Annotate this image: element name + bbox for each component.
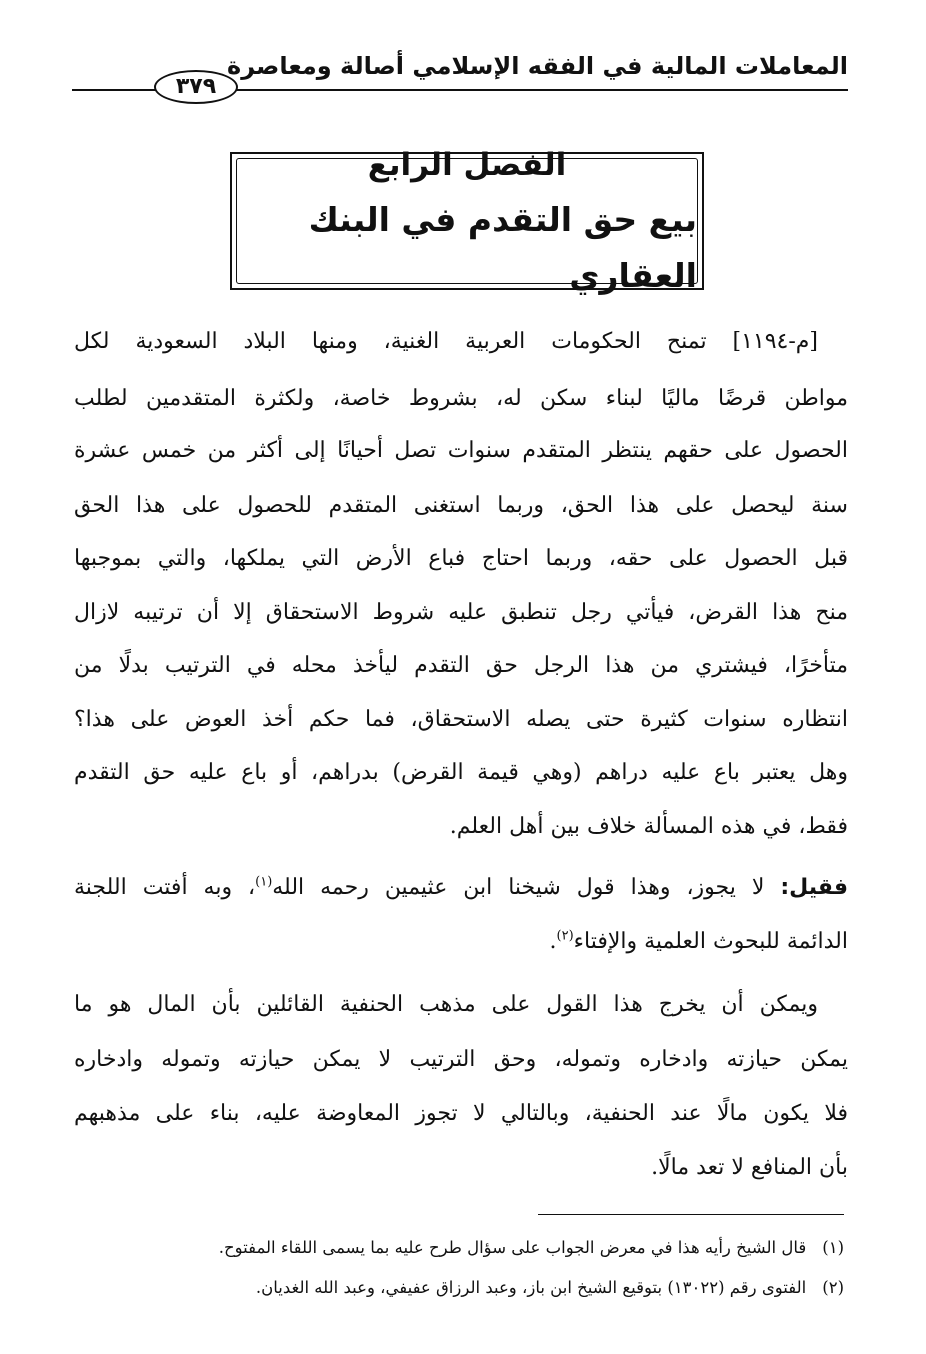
running-header	[72, 44, 848, 104]
paragraph-line: قبل الحصول على حقه، وربما احتاج فباع الأرض التي يملكها، والتي بموجبها	[74, 546, 848, 571]
chapter-title-frame	[230, 147, 704, 295]
opinion-text-line2: الدائمة للبحوث العلمية والإفتاء	[573, 929, 848, 954]
chapter-number: الفصل الرابع	[367, 147, 567, 183]
chapter-title: بيع حق التقدم في البنك العقاري	[308, 200, 697, 295]
paragraph-line: سنة ليحصل على هذا الحق، وربما استغنى المتقدم للحصول على هذا الحق	[74, 493, 848, 518]
opinion-line	[74, 868, 848, 908]
paragraph-line: منح هذا القرض، فيأتي رجل تنطبق عليه شروط الاستحقاق إلا أن ترتيبه لازال	[74, 600, 848, 625]
paragraph-line: وهل يعتبر باع عليه دراهم (وهي قيمة القرض) بدراهم، أو باع عليه حق التقدم	[74, 760, 848, 785]
paragraph-line: مواطن قرضًا ماليًا لبناء سكن له، بشروط خاصة، ولكثرة المتقدمين لطلب	[74, 386, 848, 411]
footnote-text: قال الشيخ رأيه هذا في معرض الجواب على سؤال طرح عليه بما يسمى اللقاء المفتوح.	[218, 1238, 807, 1257]
opinion-text: لا يجوز، وهذا قول شيخنا ابن عثيمين رحمه الله	[272, 875, 781, 900]
opinion-line	[74, 922, 848, 962]
chapter-title-inner-frame	[236, 147, 698, 295]
footnote-number: (٢)	[822, 1278, 844, 1297]
closing-line: بأن المنافع لا تعد مالًا.	[651, 1155, 848, 1180]
opinion-text-end: ، وبه أفتت اللجنة	[74, 875, 256, 900]
page-number: ٣٧٩	[154, 70, 238, 104]
opinion-lead-word: فقيل:	[780, 875, 848, 900]
book-title: المعاملات المالية في الفقه الإسلامي أصالة ومعاصرة	[227, 52, 848, 80]
footnote-ref: (١)	[255, 874, 273, 890]
paragraph-line: انتظاره سنوات كثيرة حتى يصله الاستحقاق، فما حكم أخذ العوض على هذا؟	[74, 707, 848, 732]
footnote-number: (١)	[822, 1238, 844, 1257]
paragraph-line: [م-١١٩٤] تمنح الحكومات العربية الغنية، ومنها البلاد السعودية لكل	[74, 329, 818, 354]
closing-line: يمكن حيازته وادخاره وتموله، وحق الترتيب لا يمكن حيازته وتموله وادخاره	[74, 1047, 848, 1072]
paragraph-line: الحصول على حقهم ينتظر المتقدم سنوات تصل أحيانًا إلى أكثر من خمس عشرة	[74, 438, 848, 463]
paragraph-line: متأخرًا، فيشتري من هذا الرجل حق التقدم ليأخذ محله في الترتيب بدلًا من	[74, 653, 848, 678]
footnote	[74, 1273, 844, 1303]
opinion-period: .	[549, 929, 557, 954]
closing-line: ويمكن أن يخرج هذا القول على مذهب الحنفية القائلين بأن المال هو ما	[74, 992, 818, 1017]
footnote	[74, 1233, 844, 1263]
paragraph-line: فقط، في هذه المسألة خلاف بين أهل العلم.	[449, 814, 848, 839]
closing-line: فلا يكون مالًا عند الحنفية، وبالتالي لا تجوز المعاوضة عليه، بناء على مذهبهم	[74, 1101, 848, 1126]
footnote-text: الفتوى رقم (١٣٠٢٢) بتوقيع الشيخ ابن باز، وعبد الرزاق عفيفي، وعبد الله الغديان.	[255, 1278, 807, 1297]
footnote-separator	[538, 1214, 844, 1215]
footnote-ref: (٢)	[556, 928, 574, 944]
